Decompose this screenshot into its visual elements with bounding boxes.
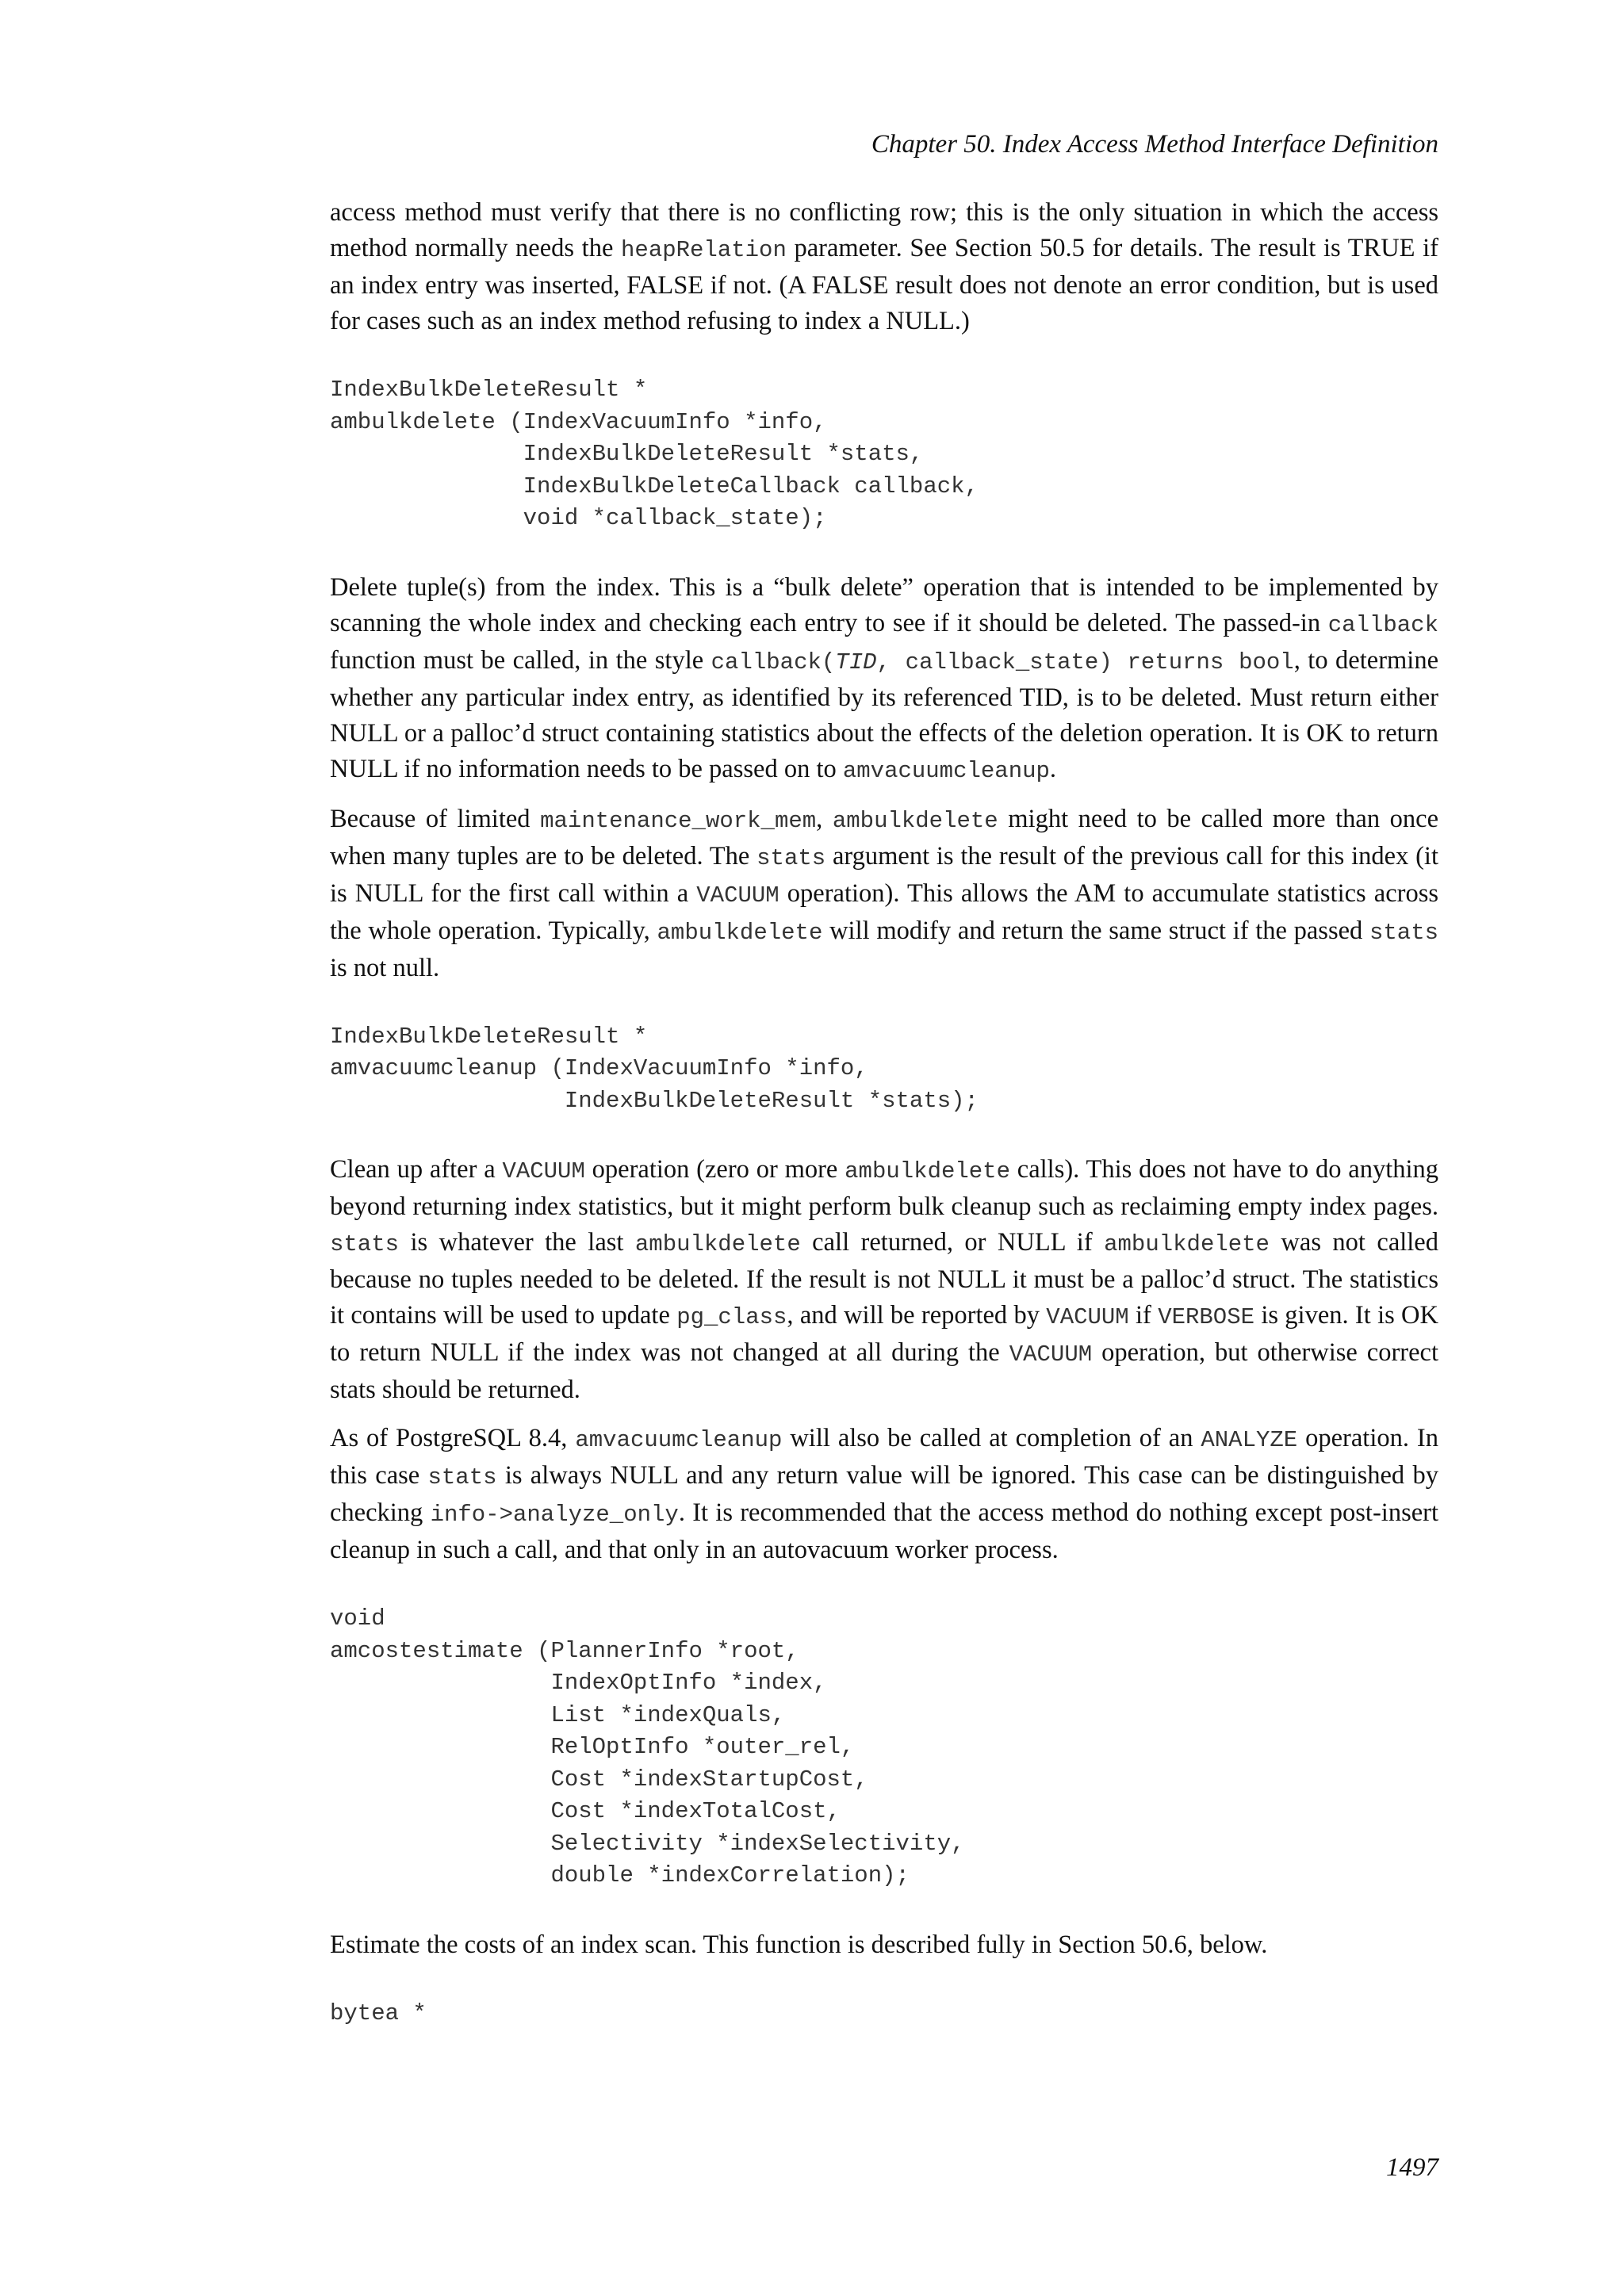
code-callback-style: callback(TID, callback_state) returns bool [710,649,1294,675]
paragraph-aminsert-result: access method must verify that there is no conflicting row; this is the only situation in which the access method normally needs the heapRelation parameter. See Section 50.5 for details. The result is TRUE if an index entry was inserted, FALSE if not. (A FALSE result does not denote an error condition, but is used for cases such as an index method refusing to index a NULL.) [330,198,1438,335]
code-amcostestimate-signature: void amcostestimate (PlannerInfo *root, IndexOptInfo *index, List *indexQuals, RelOptInfo *outer_rel, Cost *indexStartupCost, Cost *indexTotalCost, Selectivity *indexSelectivity, double *indexCorrelation); [330,1605,965,1888]
code-heaprelation: heapRelation [621,237,787,263]
paragraph-amvacuumcleanup-analyze: As of PostgreSQL 8.4, amvacuumcleanup will also be called at completion of an ANALYZE operation. In this case stats is always NULL and any return value will be ignored. This case can be distinguished by checking info->analyze_only. It is recommended that the access method do nothing except post-insert cleanup in such a call, and that only in an autovacuum worker process. [330,1424,1438,1564]
paragraph-ambulkdelete-repeat: Because of limited maintenance_work_mem, ambulkdelete might need to be called more than once when many tuples are to be deleted. The stats argument is the result of the previous call for this index (it is NULL for the first call within a VACUUM operation). This allows the AM to accumulate statistics across the whole operation. Typically, ambulkdelete will modify and return the same struct if the passed stats is not null. [330,804,1439,982]
page-number: 1497 [1386,2153,1438,2182]
code-amvacuumcleanup: amvacuumcleanup [842,757,1050,784]
code-amvacuumcleanup-signature: IndexBulkDeleteResult * amvacuumcleanup (IndexVacuumInfo *info, IndexBulkDeleteResult *stats); [330,1023,979,1114]
running-header: Chapter 50. Index Access Method Interface Definition [871,130,1438,159]
code-ambulkdelete-signature: IndexBulkDeleteResult * ambulkdelete (IndexVacuumInfo *info, IndexBulkDeleteResult *stats, IndexBulkDeleteCallback callback, void *callback_state); [330,377,979,531]
page-content [330,195,1438,2030]
paragraph-ambulkdelete-description: Delete tuple(s) from the index. This is a “bulk delete” operation that is intended to be implemented by scanning the whole index and checking each entry to see if it should be deleted. The passed-in callback function must be called, in the style callback(TID, callback_state) returns bool, to determine whether any particular index entry, as identified by its referenced TID, is to be deleted. Must return either NULL or a palloc’d struct containing statistics about the effects of the deletion operation. It is OK to return NULL if no information needs to be passed on to amvacuumcleanup. [330,572,1438,784]
code-callback: callback [1327,611,1438,638]
paragraph-amvacuumcleanup-description: Clean up after a VACUUM operation (zero or more ambulkdelete calls). This does not have to do anything beyond returning index statistics, but it might perform bulk cleanup such as reclaiming empty index pages. stats is whatever the last ambulkdelete call returned, or NULL if ambulkdelete was not called because no tuples needed to be deleted. If the result is not NULL it must be a palloc’d struct. The statistics it contains will be used to update pg_class, and will be reported by VACUUM if VERBOSE is given. It is OK to return NULL if the index was not changed at all during the VACUUM operation, but otherwise correct stats should be returned. [330,1155,1439,1404]
paragraph-amcostestimate-description: Estimate the costs of an index scan. This function is described fully in Section 50.6, below. [330,1930,1268,1959]
code-bytea-signature: bytea * [330,1999,427,2026]
